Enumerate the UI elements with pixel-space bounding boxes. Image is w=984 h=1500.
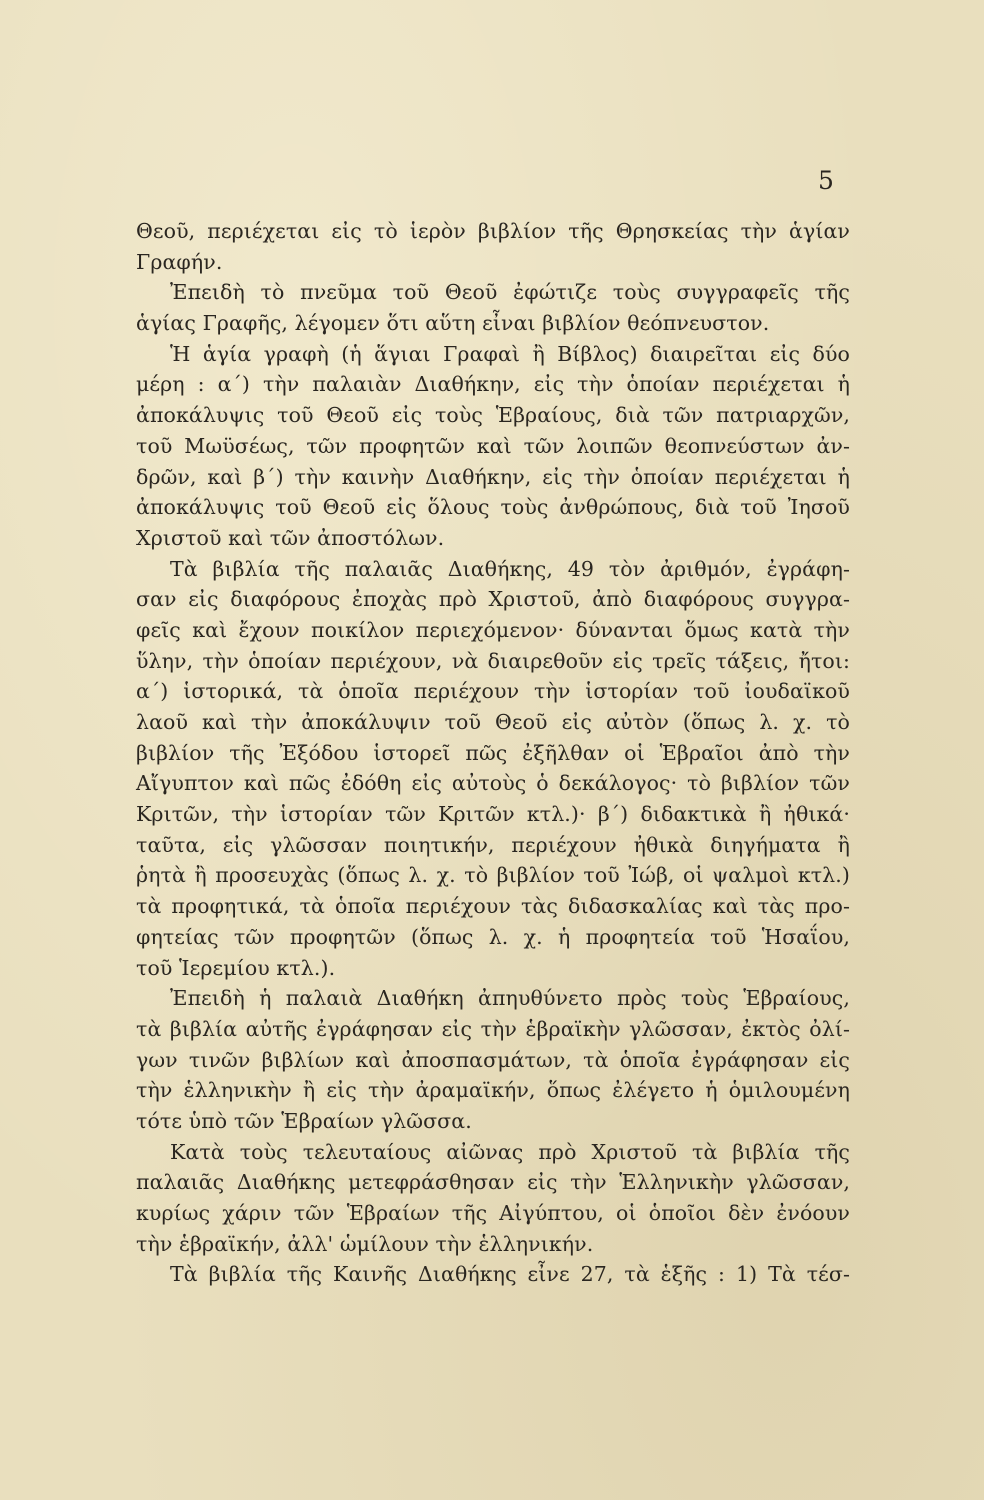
text-line: βιβλίον τῆς Ἐξόδου ἱστορεῖ πῶς ἐξῆλθαν οἱ Ἑβραῖοι ἀπὸ τὴν <box>136 740 850 765</box>
text-line: ἀποκάλυψις τοῦ Θεοῦ εἰς τοὺς Ἑβραίους, διὰ τῶν πατριαρχῶν, <box>136 403 850 428</box>
text-line: παλαιᾶς Διαθήκης μετεφράσθησαν εἰς τὴν Ἑλληνικὴν γλῶσσαν, <box>136 1170 850 1195</box>
text-line: δρῶν, καὶ β΄) τὴν καινὴν Διαθήκην, εἰς τὴν ὁποίαν περιέχεται ἡ <box>136 464 850 489</box>
text-line: Τὰ βιβλία τῆς Καινῆς Διαθήκης εἶνε 27, τὰ ἑξῆς : 1) Τὰ τέσ- <box>170 1262 850 1287</box>
text-line: τὰ βιβλία αὐτῆς ἐγράφησαν εἰς τὴν ἑβραϊκὴν γλῶσσαν, ἐκτὸς ὀλί- <box>136 1016 850 1041</box>
text-line: Ἐπειδὴ τὸ πνεῦμα τοῦ Θεοῦ ἐφώτιζε τοὺς συγγραφεῖς τῆς <box>170 280 850 305</box>
text-line: ἁγίας Γραφῆς, λέγομεν ὅτι αὕτη εἶναι βιβλίον θεόπνευστον. <box>136 311 770 336</box>
text-line: Γραφήν. <box>136 249 223 274</box>
text-line: τὴν ἑλληνικὴν ἢ εἰς τὴν ἀραμαϊκήν, ὅπως ἐλέγετο ἡ ὁμιλουμένη <box>136 1078 850 1103</box>
text-line: Τὰ βιβλία τῆς παλαιᾶς Διαθήκης, 49 τὸν ἀριθμόν, ἐγράφη- <box>170 556 850 581</box>
text-line: Θεοῦ, περιέχεται εἰς τὸ ἱερὸν βιβλίον τῆς Θρησκείας τὴν ἁγίαν <box>136 219 850 243</box>
text-line: Αἴγυπτον καὶ πῶς ἐδόθη εἰς αὐτοὺς ὁ δεκάλογος· τὸ βιβλίον τῶν <box>136 771 850 796</box>
text-line: ταῦτα, εἰς γλῶσσαν ποιητικήν, περιέχουν ἠθικὰ διηγήματα ἢ <box>136 832 850 857</box>
text-line: Κριτῶν, τὴν ἱστορίαν τῶν Κριτῶν κτλ.)· β΄) διδακτικὰ ἢ ἠθικά· <box>136 802 850 827</box>
text-line: Χριστοῦ καὶ τῶν ἀποστόλων. <box>136 525 445 550</box>
text-line: Ἡ ἁγία γραφὴ (ἡ ἅγιαι Γραφαὶ ἢ Βίβλος) διαιρεῖται εἰς δύο <box>170 341 850 366</box>
text-line: ὕλην, τὴν ὁποίαν περιέχουν, νὰ διαιρεθοῦν εἰς τρεῖς τάξεις, ἤτοι: <box>136 648 850 673</box>
page-number: 5 <box>818 166 834 195</box>
text-line: Ἐπειδὴ ἡ παλαιὰ Διαθήκη ἀπηυθύνετο πρὸς τοὺς Ἑβραίους, <box>170 986 850 1011</box>
text-line: φεῖς καὶ ἔχουν ποικίλον περιεχόμενον· δύνανται ὅμως κατὰ τὴν <box>136 617 850 642</box>
text-line: λαοῦ καὶ τὴν ἀποκάλυψιν τοῦ Θεοῦ εἰς αὐτὸν (ὅπως λ. χ. τὸ <box>136 710 850 734</box>
text-line: τὰ προφητικά, τὰ ὁποῖα περιέχουν τὰς διδασκαλίας καὶ τὰς προ- <box>136 894 850 919</box>
text-line: τότε ὑπὸ τῶν Ἑβραίων γλῶσσα. <box>136 1108 472 1133</box>
text-line: φητείας τῶν προφητῶν (ὅπως λ. χ. ἡ προφητεία τοῦ Ἡσαΐου, <box>136 924 850 949</box>
text-line: ῥητὰ ἢ προσευχὰς (ὅπως λ. χ. τὸ βιβλίον τοῦ Ἰώβ, οἱ ψαλμοὶ κτλ.) <box>136 863 850 888</box>
text-line: μέρη : α΄) τὴν παλαιὰν Διαθήκην, εἰς τὴν ὁποίαν περιέχεται ἡ <box>136 372 850 397</box>
text-line: ἀποκάλυψις τοῦ Θεοῦ εἰς ὅλους τοὺς ἀνθρώπους, διὰ τοῦ Ἰησοῦ <box>136 495 850 520</box>
text-line: τοῦ Μωϋσέως, τῶν προφητῶν καὶ τῶν λοιπῶν θεοπνεύστων ἀν- <box>136 433 850 458</box>
text-line: τὴν ἑβραϊκήν, ἀλλ' ὡμίλουν τὴν ἑλληνικήν. <box>136 1231 594 1256</box>
text-line: κυρίως χάριν τῶν Ἑβραίων τῆς Αἰγύπτου, οἱ ὁποῖοι δὲν ἐνόουν <box>136 1201 850 1225</box>
text-line: τοῦ Ἱερεμίου κτλ.). <box>136 955 336 980</box>
text-line: Κατὰ τοὺς τελευταίους αἰῶνας πρὸ Χριστοῦ τὰ βιβλία τῆς <box>170 1139 850 1164</box>
text-line: γων τινῶν βιβλίων καὶ ἀποσπασμάτων, τὰ ὁποῖα ἐγράφησαν εἰς <box>136 1047 850 1072</box>
text-line: σαν εἰς διαφόρους ἐποχὰς πρὸ Χριστοῦ, ἀπὸ διαφόρους συγγρα- <box>136 587 850 612</box>
body-text <box>136 216 850 1290</box>
text-line: α΄) ἱστορικά, τὰ ὁποῖα περιέχουν τὴν ἱστορίαν τοῦ ἰουδαϊκοῦ <box>136 679 850 704</box>
